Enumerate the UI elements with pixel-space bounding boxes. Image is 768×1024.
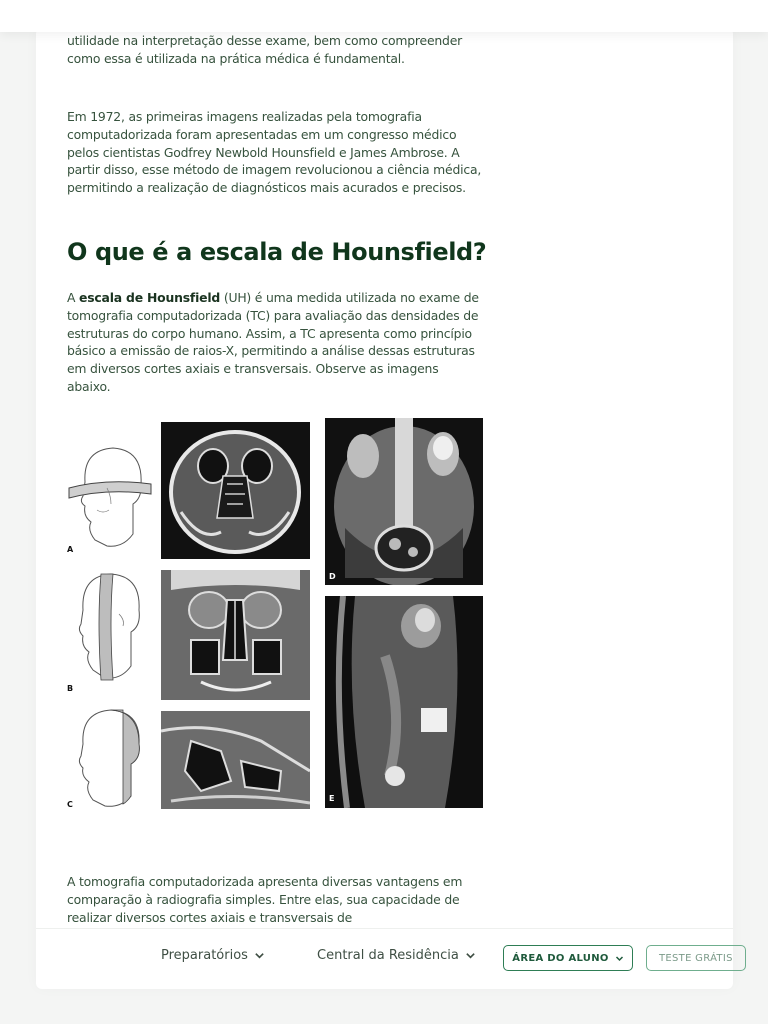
hounsfield-scale-term: escala de Hounsfield: [79, 290, 221, 305]
free-trial-label: TESTE GRÁTIS: [659, 952, 733, 964]
student-area-button[interactable]: [503, 945, 633, 971]
article-paragraph-1: utilidade na interpretação desse exame, bem como compreender como essa é utilizada na prática médica é fundamental.: [67, 33, 463, 66]
figure-label-a: A: [67, 545, 74, 554]
ct-sagittal-abdomen-image: [325, 596, 483, 808]
chevron-down-icon: [254, 950, 265, 961]
paragraph-3-rest: (UH) é uma medida utilizada no exame de tomografia computadorizada (TC) para avaliação das densidades de estruturas do corpo humano. Assim, a TC apresenta como princípio básico a emissão de raios-X, permitindo a análise dessas estruturas em diversos cortes axiais e transversais. Observe as imagens abaixo.: [67, 290, 479, 394]
free-trial-button[interactable]: [646, 945, 746, 971]
bottom-navigation-bar: [36, 928, 733, 989]
article-paragraph-3: [67, 289, 485, 396]
head-sagittal-illustration: [67, 706, 153, 810]
paragraph-3-prefix: A: [67, 290, 80, 305]
article-card: [36, 28, 733, 988]
chevron-down-icon: [465, 950, 476, 961]
figure-label-d: D: [329, 572, 336, 581]
ct-planes-figure: [67, 418, 483, 809]
nav-preparatorios-label: Preparatórios: [161, 948, 248, 963]
ct-coronal-abdomen-image: [325, 418, 483, 585]
ct-sagittal-sinus-image: [161, 711, 310, 809]
figure-label-c: C: [67, 800, 73, 809]
ct-coronal-sinus-image: [161, 570, 310, 700]
nav-central-da-residencia[interactable]: [317, 948, 476, 963]
head-coronal-illustration: [67, 570, 153, 690]
nav-preparatorios[interactable]: [161, 948, 265, 963]
nav-central-label: Central da Residência: [317, 948, 459, 963]
article-paragraph-2: Em 1972, as primeiras imagens realizadas pela tomografia computadorizada foram apresentadas em um congresso médico pelos cientistas Godfrey Newbold Hounsfield e James Ambrose. A partir disso, esse método de imagem revolucionou a ciência médica, permitindo a realização de diagnósticos mais acurados e precisos.: [67, 109, 482, 196]
figure-label-e: E: [329, 794, 335, 803]
head-axial-illustration: [67, 444, 153, 554]
article-paragraph-4: A tomografia computadorizada apresenta diversas vantagens em comparação à radiografia simples. Entre elas, sua capacidade de realizar diversos cortes axiais e transversais de: [67, 874, 463, 925]
figure-label-b: B: [67, 684, 74, 693]
chevron-down-icon: [615, 954, 624, 963]
ct-axial-sinus-image: [161, 422, 310, 559]
section-heading: O que é a escala de Hounsfield?: [67, 238, 487, 266]
student-area-label: ÁREA DO ALUNO: [512, 952, 609, 964]
top-header-bar: [0, 0, 768, 32]
